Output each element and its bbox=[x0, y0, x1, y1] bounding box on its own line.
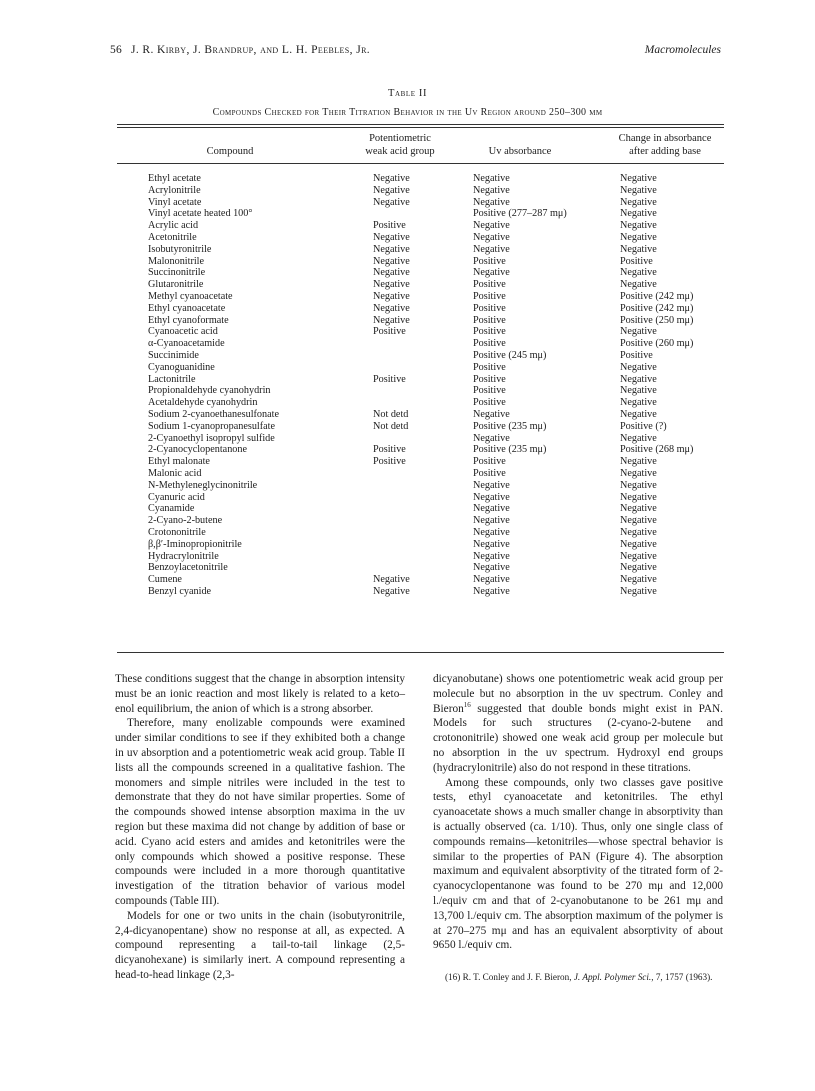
cell-uv-absorbance: Negative bbox=[473, 232, 510, 243]
cell-compound: Malonic acid bbox=[148, 468, 202, 479]
col-header-uv: Uv absorbance bbox=[488, 146, 552, 157]
cell-compound: Acrylic acid bbox=[148, 220, 199, 232]
cell-compound: Acetonitrile bbox=[148, 232, 197, 243]
cell-absorbance-change: Negative bbox=[620, 515, 657, 527]
cell-uv-absorbance: Negative bbox=[473, 479, 510, 491]
table-header-rule bbox=[117, 163, 724, 164]
cell-absorbance-change: Negative bbox=[620, 326, 657, 338]
footnote-text: (16) R. T. Conley and J. F. Bieron, bbox=[445, 972, 574, 983]
cell-uv-absorbance: Positive bbox=[473, 373, 506, 385]
cell-uv-absorbance: Negative bbox=[473, 503, 510, 515]
col-header-change-line2: after adding base bbox=[629, 146, 701, 157]
cell-uv-absorbance: Negative bbox=[473, 173, 510, 184]
cell-compound: Ethyl cyanoformate bbox=[148, 314, 229, 326]
body-paragraph bbox=[433, 672, 723, 776]
cell-absorbance-change: Negative bbox=[620, 491, 657, 503]
table-bottom-rule bbox=[117, 652, 724, 653]
cell-absorbance-change: Negative bbox=[620, 361, 657, 373]
cell-compound: 2-Cyanocyclopentanone bbox=[148, 444, 248, 456]
body-column-left bbox=[115, 672, 405, 983]
cell-uv-absorbance: Negative bbox=[473, 267, 510, 279]
cell-absorbance-change: Negative bbox=[620, 538, 657, 550]
cell-uv-absorbance: Negative bbox=[473, 550, 510, 562]
cell-uv-absorbance: Negative bbox=[473, 574, 510, 586]
cell-potentiometric: Not detd bbox=[373, 409, 409, 420]
col-header-potentiometric-line2: weak acid group bbox=[365, 146, 435, 157]
cell-absorbance-change: Negative bbox=[620, 586, 657, 597]
cell-uv-absorbance: Positive (235 mμ) bbox=[473, 444, 547, 456]
cell-absorbance-change: Positive bbox=[620, 255, 653, 267]
cell-potentiometric: Negative bbox=[373, 586, 410, 597]
cell-absorbance-change: Negative bbox=[620, 432, 657, 444]
cell-compound: Cyanoguanidine bbox=[148, 361, 215, 373]
footnote-text: 7, 1757 (1963). bbox=[653, 972, 713, 983]
cell-uv-absorbance: Positive bbox=[473, 338, 506, 350]
table-top-rule-inner bbox=[117, 127, 724, 128]
cell-potentiometric: Positive bbox=[373, 444, 406, 456]
cell-absorbance-change: Negative bbox=[620, 243, 657, 255]
cell-potentiometric: Not detd bbox=[373, 420, 409, 432]
cell-compound: N-Methyleneglycinonitrile bbox=[148, 479, 258, 491]
table-top-rule bbox=[117, 124, 724, 125]
body-paragraph: Therefore, many enolizable compounds were examined under similar conditions to see if they exhibited both a change in uv absorption and a potentiometric weak acid group. Table II lists all the compounds screened in a qualitative fashion. The monomers and simple nitriles were included in the test to demonstrate that they do not have similar properties. Some of the compounds showed intense absorption maxima in the uv region but these maxima did not change by addition of base or acid. Cyano acid esters and amides and ketonitriles were the only compounds which showed a positive response. These compounds were included in a more thorough quantitative investigation of the titration behavior of various model compounds (Table III). bbox=[115, 717, 405, 907]
cell-absorbance-change: Positive (260 mμ) bbox=[620, 338, 694, 350]
cell-uv-absorbance: Positive (235 mμ) bbox=[473, 420, 547, 432]
cell-compound: Lactonitrile bbox=[148, 373, 196, 385]
footnote-journal: J. Appl. Polymer Sci., bbox=[573, 972, 654, 983]
cell-absorbance-change: Negative bbox=[620, 208, 657, 220]
cell-uv-absorbance: Positive bbox=[473, 314, 506, 326]
col-header-potentiometric bbox=[335, 132, 465, 158]
cell-compound: Isobutyronitrile bbox=[148, 243, 212, 255]
cell-compound: Cyanoacetic acid bbox=[148, 326, 218, 338]
running-header-left bbox=[110, 44, 370, 56]
cell-compound: Sodium 1-cyanopropanesulfate bbox=[148, 420, 276, 432]
journal-name: Macromolecules bbox=[644, 44, 721, 56]
cell-uv-absorbance: Positive bbox=[473, 397, 506, 409]
cell-compound: Acetaldehyde cyanohydrin bbox=[148, 397, 258, 409]
cell-absorbance-change: Negative bbox=[620, 373, 657, 385]
cell-uv-absorbance: Negative bbox=[473, 562, 510, 574]
cell-compound: Malononitrile bbox=[148, 255, 205, 267]
cell-compound: Benzyl cyanide bbox=[148, 586, 212, 597]
cell-uv-absorbance: Negative bbox=[473, 515, 510, 527]
cell-compound: Cyanuric acid bbox=[148, 491, 205, 503]
cell-potentiometric: Negative bbox=[373, 302, 410, 314]
page-number: 56 bbox=[110, 44, 122, 56]
cell-uv-absorbance: Positive bbox=[473, 302, 506, 314]
cell-absorbance-change: Positive (268 mμ) bbox=[620, 444, 694, 456]
cell-uv-absorbance: Negative bbox=[473, 527, 510, 538]
cell-absorbance-change: Positive (250 mμ) bbox=[620, 314, 694, 326]
cell-absorbance-change: Negative bbox=[620, 385, 657, 397]
cell-uv-absorbance: Positive bbox=[473, 255, 506, 267]
cell-absorbance-change: Negative bbox=[620, 397, 657, 409]
cell-absorbance-change: Negative bbox=[620, 550, 657, 562]
cell-compound: 2-Cyano-2-butene bbox=[148, 515, 223, 527]
table-label: Table II bbox=[387, 88, 428, 99]
cell-uv-absorbance: Positive bbox=[473, 385, 506, 397]
cell-absorbance-change: Positive (242 mμ) bbox=[620, 302, 694, 314]
cell-uv-absorbance: Positive bbox=[473, 291, 506, 302]
cell-potentiometric: Positive bbox=[373, 373, 406, 385]
cell-uv-absorbance: Negative bbox=[473, 184, 510, 196]
cell-uv-absorbance: Negative bbox=[473, 196, 510, 208]
cell-absorbance-change: Positive bbox=[620, 350, 653, 361]
cell-absorbance-change: Negative bbox=[620, 479, 657, 491]
cell-potentiometric: Negative bbox=[373, 255, 410, 267]
cell-compound: Sodium 2-cyanoethanesulfonate bbox=[148, 409, 279, 420]
body-column-right bbox=[433, 672, 723, 983]
col-header-compound: Compound bbox=[206, 146, 254, 157]
cell-uv-absorbance: Negative bbox=[473, 538, 510, 550]
body-paragraph: Models for one or two units in the chain (isobutyronitrile, 2,4-dicyanopentane) show no response at all, as expected. A compound representing a tail-to-tail linkage (2,5-dicyanohexane) is similarly inert. A compound representing a head-to-head linkage (2,3- bbox=[115, 909, 405, 981]
cell-compound: Crotononitrile bbox=[148, 527, 206, 538]
cell-compound: Methyl cyanoacetate bbox=[148, 291, 233, 302]
cell-compound: Ethyl acetate bbox=[148, 173, 201, 184]
cell-potentiometric: Negative bbox=[373, 279, 410, 291]
cell-absorbance-change: Negative bbox=[620, 456, 657, 468]
cell-compound: β,β′-Iminopropionitrile bbox=[148, 538, 242, 550]
cell-absorbance-change: Negative bbox=[620, 468, 657, 479]
cell-potentiometric: Negative bbox=[373, 314, 410, 326]
cell-uv-absorbance: Negative bbox=[473, 220, 510, 232]
cell-uv-absorbance: Positive bbox=[473, 361, 506, 373]
cell-uv-absorbance: Positive bbox=[473, 468, 506, 479]
cell-uv-absorbance: Positive bbox=[473, 326, 506, 338]
cell-potentiometric: Negative bbox=[373, 267, 410, 279]
cell-uv-absorbance: Positive (245 mμ) bbox=[473, 350, 547, 361]
col-header-potentiometric-line1: Potentiometric bbox=[369, 133, 431, 144]
cell-absorbance-change: Positive (242 mμ) bbox=[620, 291, 694, 302]
cell-compound: Glutaronitrile bbox=[148, 279, 204, 291]
col-header-change-line1: Change in absorbance bbox=[618, 133, 712, 144]
cell-absorbance-change: Negative bbox=[620, 503, 657, 515]
cell-potentiometric: Positive bbox=[373, 326, 406, 338]
cell-absorbance-change: Negative bbox=[620, 220, 657, 232]
cell-compound: Benzoylacetonitrile bbox=[148, 562, 228, 574]
cell-potentiometric: Negative bbox=[373, 184, 410, 196]
cell-absorbance-change: Negative bbox=[620, 279, 657, 291]
col-header-change bbox=[590, 132, 740, 158]
cell-compound: Ethyl malonate bbox=[148, 456, 210, 468]
cell-uv-absorbance: Positive (277–287 mμ) bbox=[473, 208, 567, 220]
cell-potentiometric: Positive bbox=[373, 456, 406, 468]
cell-potentiometric: Negative bbox=[373, 232, 410, 243]
cell-compound: Hydracrylonitrile bbox=[148, 550, 219, 562]
cell-uv-absorbance: Negative bbox=[473, 243, 510, 255]
cell-potentiometric: Negative bbox=[373, 291, 410, 302]
cell-compound: 2-Cyanoethyl isopropyl sulfide bbox=[148, 432, 275, 444]
running-authors: J. R. Kirby, J. Brandrup, and L. H. Peebles, Jr. bbox=[130, 44, 371, 56]
cell-potentiometric: Negative bbox=[373, 574, 410, 586]
cell-uv-absorbance: Negative bbox=[473, 586, 510, 597]
footnote bbox=[433, 971, 723, 983]
cell-potentiometric: Negative bbox=[373, 196, 410, 208]
cell-absorbance-change: Negative bbox=[620, 232, 657, 243]
cell-compound: Propionaldehyde cyanohydrin bbox=[148, 385, 271, 397]
cell-compound: Cumene bbox=[148, 574, 182, 586]
cell-compound: Succinimide bbox=[148, 350, 199, 361]
body-text: suggested that double bonds might exist in PAN. Models for such structures (2-cyano-2-butene and crotononitrile) showed one weak acid group per molecule but no absorption in the uv spectrum. Hydroxyl end groups (hydracrylonitrile) also do not respond in these titrations. bbox=[433, 702, 723, 774]
cell-absorbance-change: Negative bbox=[620, 562, 657, 574]
cell-uv-absorbance: Positive bbox=[473, 279, 506, 291]
cell-compound: α-Cyanoacetamide bbox=[148, 338, 225, 350]
cell-compound: Cyanamide bbox=[148, 503, 195, 515]
cell-potentiometric: Negative bbox=[373, 173, 410, 184]
cell-absorbance-change: Negative bbox=[620, 184, 657, 196]
cell-uv-absorbance: Negative bbox=[473, 491, 510, 503]
cell-absorbance-change: Negative bbox=[620, 574, 657, 586]
cell-compound: Acrylonitrile bbox=[148, 184, 201, 196]
cell-compound: Vinyl acetate heated 100° bbox=[148, 208, 253, 220]
cell-uv-absorbance: Negative bbox=[473, 432, 510, 444]
cell-absorbance-change: Negative bbox=[620, 173, 657, 184]
cell-absorbance-change: Negative bbox=[620, 267, 657, 279]
cell-compound: Succinonitrile bbox=[148, 267, 206, 279]
body-text: dicyanobutane) shows one potentiometric weak acid group per molecule but no absorption in the uv spectrum. Conley and Bieron bbox=[433, 673, 723, 715]
cell-potentiometric: Positive bbox=[373, 220, 406, 232]
cell-compound: Ethyl cyanoacetate bbox=[148, 302, 226, 314]
body-paragraph: Among these compounds, only two classes gave positive tests, ethyl cyanoacetate and ketonitriles. The ethyl cyanoacetate shows a much smaller change in absorptivity than is actually observed (ca. 1/10). Thus, only one single class of compounds remains—ketonitriles—whose spectral behavior is similar to the properties of PAN (Figure 4). The absorption maximum and equivalent absorptivity of the titrated form of 2-cyanocyclopentanone was found to be 270 mμ and 12,000 l./equiv cm and that of 2-cyanobutanone to be 261 mμ and 13,700 l./equiv cm. The absorption maximum of the polymer is at 270–275 mμ and has an equivalent absorptivity of about 9650 l./equiv cm. bbox=[433, 776, 723, 952]
cell-uv-absorbance: Positive bbox=[473, 456, 506, 468]
cell-absorbance-change: Negative bbox=[620, 409, 657, 420]
table-row bbox=[0, 585, 815, 598]
cell-compound: Vinyl acetate bbox=[148, 196, 202, 208]
reference-marker: 16 bbox=[463, 700, 471, 709]
table-title: Compounds Checked for Their Titration Behavior in the Uv Region around 250–300 mμ bbox=[212, 107, 603, 118]
cell-uv-absorbance: Negative bbox=[473, 409, 510, 420]
cell-absorbance-change: Negative bbox=[620, 527, 657, 538]
cell-potentiometric: Negative bbox=[373, 243, 410, 255]
cell-absorbance-change: Negative bbox=[620, 196, 657, 208]
cell-absorbance-change: Positive (?) bbox=[620, 420, 667, 432]
body-paragraph: These conditions suggest that the change in absorption intensity must be an ionic reaction and most likely is related to a keto–enol equilibrium, the anion of which is a strong absorber. bbox=[115, 673, 405, 715]
